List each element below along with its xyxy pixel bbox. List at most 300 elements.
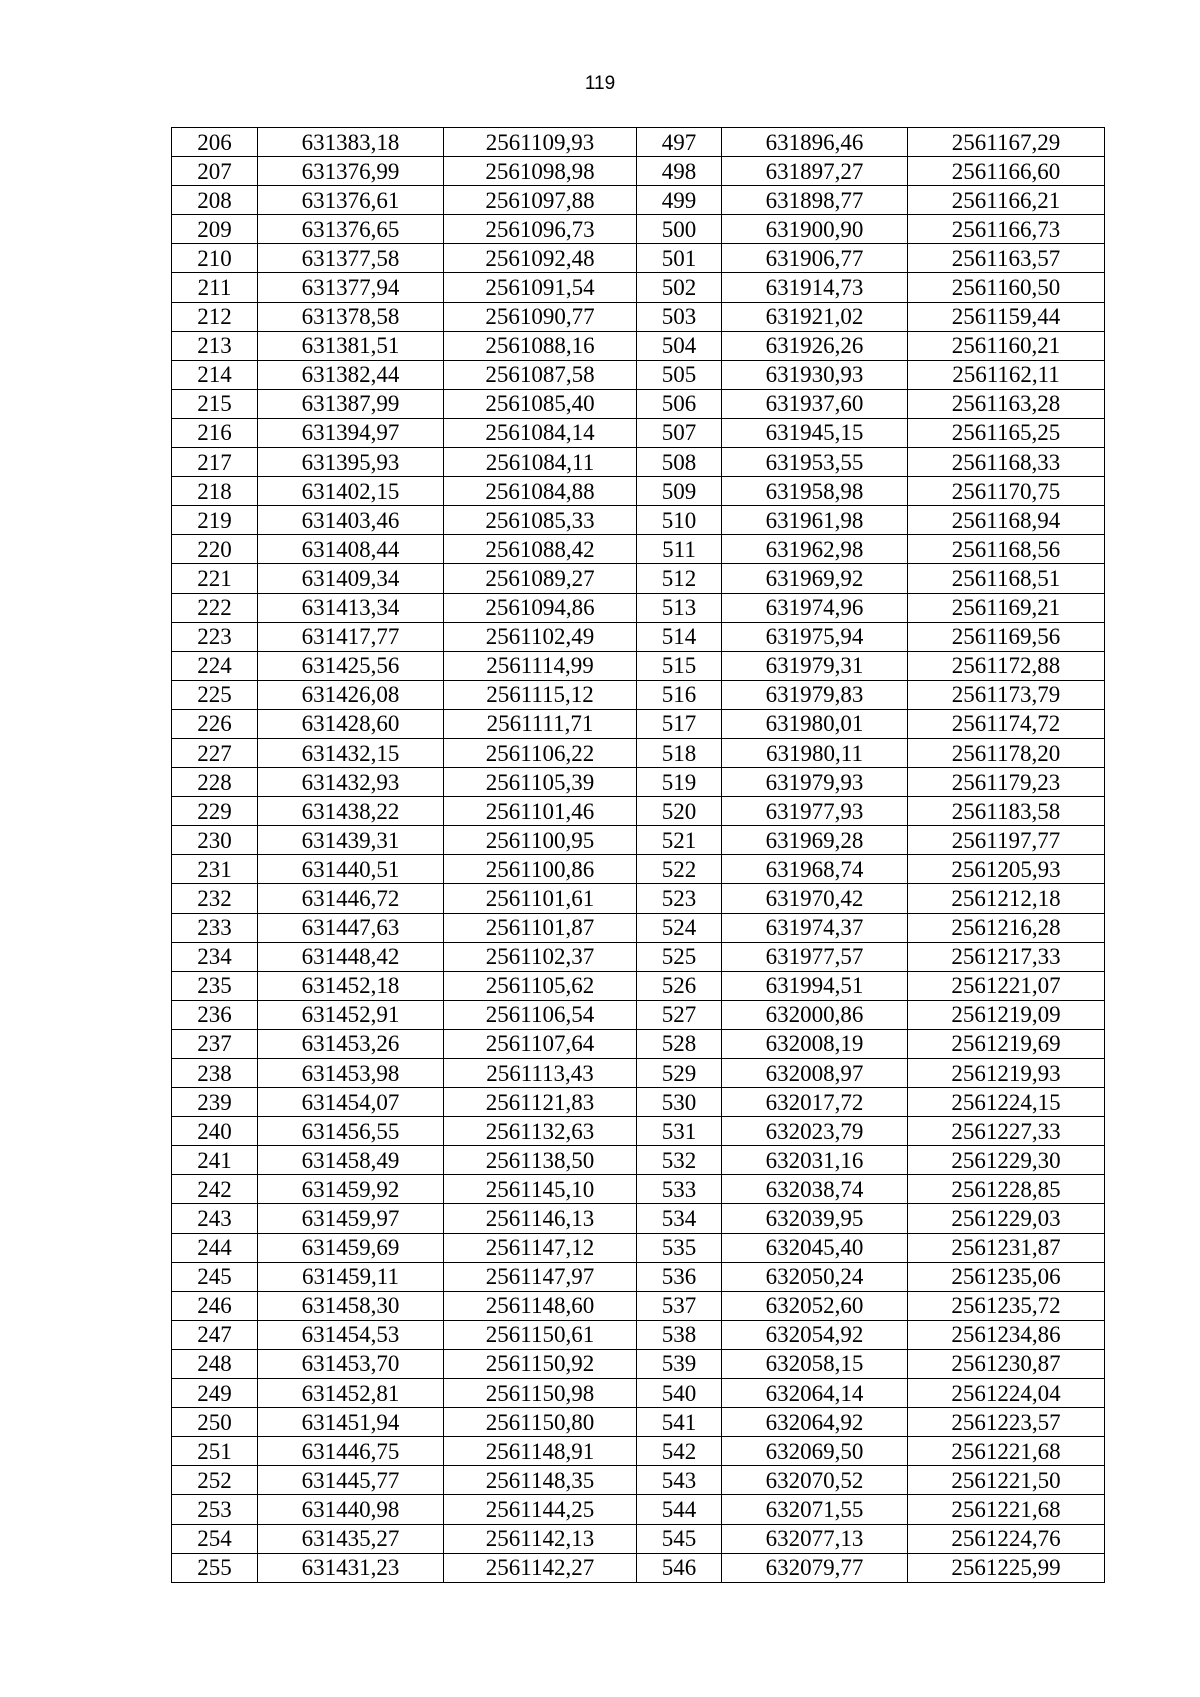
x-coordinate-left-cell: 631446,75 [258,1437,444,1466]
point-number-left-cell: 254 [172,1524,258,1553]
x-coordinate-left-cell: 631458,49 [258,1146,444,1175]
point-number-right-cell: 526 [637,971,722,1000]
x-coordinate-left-cell: 631417,77 [258,622,444,651]
point-number-right-cell: 497 [637,128,722,157]
point-number-left-cell: 247 [172,1320,258,1349]
x-coordinate-right-cell: 632071,55 [722,1495,908,1524]
x-coordinate-right-cell: 631970,42 [722,884,908,913]
x-coordinate-left-cell: 631383,18 [258,128,444,157]
point-number-right-cell: 546 [637,1553,722,1582]
y-coordinate-left-cell: 2561109,93 [444,128,637,157]
point-number-right-cell: 539 [637,1349,722,1378]
x-coordinate-left-cell: 631377,58 [258,244,444,273]
y-coordinate-left-cell: 2561098,98 [444,157,637,186]
point-number-left-cell: 228 [172,768,258,797]
y-coordinate-right-cell: 2561172,88 [908,651,1105,680]
point-number-left-cell: 249 [172,1379,258,1408]
x-coordinate-left-cell: 631382,44 [258,360,444,389]
point-number-right-cell: 499 [637,186,722,215]
point-number-right-cell: 518 [637,738,722,767]
y-coordinate-left-cell: 2561087,58 [444,360,637,389]
table-row [172,1524,1105,1553]
table-row [172,884,1105,913]
x-coordinate-right-cell: 631980,01 [722,709,908,738]
table-row [172,1146,1105,1175]
point-number-left-cell: 246 [172,1291,258,1320]
y-coordinate-right-cell: 2561169,21 [908,593,1105,622]
table-row [172,1117,1105,1146]
x-coordinate-left-cell: 631459,11 [258,1262,444,1291]
y-coordinate-right-cell: 2561235,72 [908,1291,1105,1320]
y-coordinate-left-cell: 2561101,61 [444,884,637,913]
point-number-left-cell: 227 [172,738,258,767]
x-coordinate-left-cell: 631454,53 [258,1320,444,1349]
table-row [172,157,1105,186]
x-coordinate-left-cell: 631425,56 [258,651,444,680]
point-number-left-cell: 209 [172,215,258,244]
y-coordinate-right-cell: 2561212,18 [908,884,1105,913]
point-number-left-cell: 223 [172,622,258,651]
point-number-right-cell: 512 [637,564,722,593]
y-coordinate-left-cell: 2561150,61 [444,1320,637,1349]
x-coordinate-left-cell: 631381,51 [258,331,444,360]
x-coordinate-right-cell: 631926,26 [722,331,908,360]
x-coordinate-right-cell: 631975,94 [722,622,908,651]
point-number-right-cell: 534 [637,1204,722,1233]
x-coordinate-left-cell: 631378,58 [258,302,444,331]
y-coordinate-left-cell: 2561148,91 [444,1437,637,1466]
x-coordinate-right-cell: 631979,31 [722,651,908,680]
y-coordinate-right-cell: 2561183,58 [908,797,1105,826]
point-number-left-cell: 210 [172,244,258,273]
point-number-left-cell: 215 [172,389,258,418]
x-coordinate-right-cell: 632052,60 [722,1291,908,1320]
y-coordinate-right-cell: 2561221,07 [908,971,1105,1000]
table-row [172,273,1105,302]
y-coordinate-right-cell: 2561230,87 [908,1349,1105,1378]
x-coordinate-left-cell: 631387,99 [258,389,444,418]
y-coordinate-right-cell: 2561197,77 [908,826,1105,855]
point-number-right-cell: 537 [637,1291,722,1320]
y-coordinate-left-cell: 2561142,13 [444,1524,637,1553]
table-row [172,535,1105,564]
point-number-left-cell: 226 [172,709,258,738]
y-coordinate-left-cell: 2561115,12 [444,680,637,709]
x-coordinate-left-cell: 631377,94 [258,273,444,302]
point-number-right-cell: 517 [637,709,722,738]
table-row [172,1349,1105,1378]
point-number-left-cell: 214 [172,360,258,389]
table-row [172,971,1105,1000]
table-row [172,1553,1105,1582]
table-row [172,1437,1105,1466]
y-coordinate-left-cell: 2561148,60 [444,1291,637,1320]
point-number-left-cell: 211 [172,273,258,302]
y-coordinate-left-cell: 2561102,49 [444,622,637,651]
x-coordinate-left-cell: 631448,42 [258,942,444,971]
y-coordinate-left-cell: 2561106,22 [444,738,637,767]
x-coordinate-right-cell: 632058,15 [722,1349,908,1378]
x-coordinate-right-cell: 631930,93 [722,360,908,389]
table-row [172,622,1105,651]
x-coordinate-right-cell: 632023,79 [722,1117,908,1146]
x-coordinate-left-cell: 631459,92 [258,1175,444,1204]
point-number-right-cell: 538 [637,1320,722,1349]
table-row [172,651,1105,680]
point-number-right-cell: 511 [637,535,722,564]
table-row [172,1379,1105,1408]
table-row [172,826,1105,855]
y-coordinate-left-cell: 2561106,54 [444,1000,637,1029]
point-number-left-cell: 232 [172,884,258,913]
x-coordinate-right-cell: 631914,73 [722,273,908,302]
table-row [172,680,1105,709]
x-coordinate-left-cell: 631413,34 [258,593,444,622]
x-coordinate-right-cell: 632064,14 [722,1379,908,1408]
point-number-left-cell: 255 [172,1553,258,1582]
x-coordinate-right-cell: 632017,72 [722,1088,908,1117]
point-number-right-cell: 528 [637,1029,722,1058]
table-row [172,186,1105,215]
point-number-left-cell: 242 [172,1175,258,1204]
x-coordinate-right-cell: 631921,02 [722,302,908,331]
y-coordinate-left-cell: 2561150,98 [444,1379,637,1408]
point-number-left-cell: 243 [172,1204,258,1233]
point-number-right-cell: 544 [637,1495,722,1524]
y-coordinate-right-cell: 2561179,23 [908,768,1105,797]
table-row [172,331,1105,360]
point-number-right-cell: 523 [637,884,722,913]
point-number-left-cell: 218 [172,477,258,506]
y-coordinate-right-cell: 2561166,60 [908,157,1105,186]
point-number-right-cell: 524 [637,913,722,942]
x-coordinate-right-cell: 631937,60 [722,389,908,418]
x-coordinate-right-cell: 632069,50 [722,1437,908,1466]
point-number-left-cell: 250 [172,1408,258,1437]
point-number-right-cell: 525 [637,942,722,971]
x-coordinate-right-cell: 631994,51 [722,971,908,1000]
x-coordinate-right-cell: 631969,92 [722,564,908,593]
y-coordinate-right-cell: 2561166,21 [908,186,1105,215]
point-number-right-cell: 533 [637,1175,722,1204]
x-coordinate-right-cell: 631897,27 [722,157,908,186]
x-coordinate-right-cell: 631979,93 [722,768,908,797]
y-coordinate-left-cell: 2561147,12 [444,1233,637,1262]
x-coordinate-left-cell: 631376,99 [258,157,444,186]
y-coordinate-left-cell: 2561105,39 [444,768,637,797]
y-coordinate-left-cell: 2561096,73 [444,215,637,244]
y-coordinate-left-cell: 2561084,14 [444,418,637,447]
point-number-left-cell: 217 [172,448,258,477]
point-number-right-cell: 530 [637,1088,722,1117]
point-number-right-cell: 498 [637,157,722,186]
point-number-left-cell: 220 [172,535,258,564]
x-coordinate-left-cell: 631451,94 [258,1408,444,1437]
point-number-right-cell: 507 [637,418,722,447]
x-coordinate-right-cell: 632079,77 [722,1553,908,1582]
x-coordinate-right-cell: 632045,40 [722,1233,908,1262]
point-number-right-cell: 545 [637,1524,722,1553]
point-number-right-cell: 532 [637,1146,722,1175]
x-coordinate-right-cell: 632008,97 [722,1059,908,1088]
y-coordinate-right-cell: 2561162,11 [908,360,1105,389]
x-coordinate-right-cell: 631969,28 [722,826,908,855]
x-coordinate-right-cell: 631896,46 [722,128,908,157]
table-row [172,1291,1105,1320]
x-coordinate-left-cell: 631453,98 [258,1059,444,1088]
y-coordinate-right-cell: 2561221,68 [908,1437,1105,1466]
y-coordinate-left-cell: 2561113,43 [444,1059,637,1088]
point-number-right-cell: 508 [637,448,722,477]
point-number-left-cell: 248 [172,1349,258,1378]
x-coordinate-left-cell: 631440,51 [258,855,444,884]
y-coordinate-left-cell: 2561085,40 [444,389,637,418]
table-row [172,477,1105,506]
x-coordinate-left-cell: 631453,70 [258,1349,444,1378]
y-coordinate-left-cell: 2561084,88 [444,477,637,506]
y-coordinate-left-cell: 2561107,64 [444,1029,637,1058]
point-number-left-cell: 225 [172,680,258,709]
y-coordinate-right-cell: 2561225,99 [908,1553,1105,1582]
y-coordinate-left-cell: 2561084,11 [444,448,637,477]
table-row [172,448,1105,477]
x-coordinate-left-cell: 631409,34 [258,564,444,593]
y-coordinate-right-cell: 2561160,21 [908,331,1105,360]
y-coordinate-right-cell: 2561219,69 [908,1029,1105,1058]
y-coordinate-right-cell: 2561168,56 [908,535,1105,564]
x-coordinate-left-cell: 631459,69 [258,1233,444,1262]
y-coordinate-left-cell: 2561100,95 [444,826,637,855]
y-coordinate-right-cell: 2561231,87 [908,1233,1105,1262]
table-row [172,1204,1105,1233]
y-coordinate-left-cell: 2561088,16 [444,331,637,360]
point-number-left-cell: 240 [172,1117,258,1146]
x-coordinate-left-cell: 631408,44 [258,535,444,564]
point-number-right-cell: 543 [637,1466,722,1495]
x-coordinate-left-cell: 631426,08 [258,680,444,709]
table-row [172,1175,1105,1204]
y-coordinate-right-cell: 2561229,30 [908,1146,1105,1175]
table-row [172,564,1105,593]
point-number-left-cell: 236 [172,1000,258,1029]
table-row [172,1320,1105,1349]
x-coordinate-right-cell: 632000,86 [722,1000,908,1029]
y-coordinate-left-cell: 2561090,77 [444,302,637,331]
point-number-right-cell: 527 [637,1000,722,1029]
point-number-right-cell: 541 [637,1408,722,1437]
point-number-right-cell: 521 [637,826,722,855]
y-coordinate-left-cell: 2561114,99 [444,651,637,680]
y-coordinate-right-cell: 2561224,15 [908,1088,1105,1117]
point-number-left-cell: 230 [172,826,258,855]
point-number-left-cell: 233 [172,913,258,942]
table-row [172,709,1105,738]
point-number-left-cell: 221 [172,564,258,593]
point-number-left-cell: 207 [172,157,258,186]
y-coordinate-right-cell: 2561163,28 [908,389,1105,418]
y-coordinate-right-cell: 2561219,09 [908,1000,1105,1029]
y-coordinate-left-cell: 2561148,35 [444,1466,637,1495]
x-coordinate-right-cell: 631900,90 [722,215,908,244]
coordinates-table-body [172,128,1105,1583]
x-coordinate-right-cell: 632050,24 [722,1262,908,1291]
x-coordinate-left-cell: 631428,60 [258,709,444,738]
y-coordinate-right-cell: 2561205,93 [908,855,1105,884]
y-coordinate-right-cell: 2561168,51 [908,564,1105,593]
x-coordinate-right-cell: 632031,16 [722,1146,908,1175]
point-number-left-cell: 238 [172,1059,258,1088]
x-coordinate-left-cell: 631394,97 [258,418,444,447]
x-coordinate-right-cell: 632039,95 [722,1204,908,1233]
y-coordinate-left-cell: 2561150,92 [444,1349,637,1378]
table-row [172,1059,1105,1088]
point-number-right-cell: 540 [637,1379,722,1408]
point-number-right-cell: 503 [637,302,722,331]
y-coordinate-left-cell: 2561085,33 [444,506,637,535]
x-coordinate-left-cell: 631439,31 [258,826,444,855]
x-coordinate-left-cell: 631376,65 [258,215,444,244]
y-coordinate-right-cell: 2561224,76 [908,1524,1105,1553]
point-number-right-cell: 501 [637,244,722,273]
y-coordinate-left-cell: 2561105,62 [444,971,637,1000]
x-coordinate-left-cell: 631432,93 [258,768,444,797]
point-number-left-cell: 224 [172,651,258,680]
x-coordinate-left-cell: 631438,22 [258,797,444,826]
table-row [172,389,1105,418]
x-coordinate-right-cell: 631977,57 [722,942,908,971]
x-coordinate-right-cell: 632070,52 [722,1466,908,1495]
table-row [172,128,1105,157]
x-coordinate-right-cell: 631898,77 [722,186,908,215]
point-number-left-cell: 251 [172,1437,258,1466]
x-coordinate-left-cell: 631432,15 [258,738,444,767]
point-number-right-cell: 520 [637,797,722,826]
point-number-right-cell: 509 [637,477,722,506]
x-coordinate-right-cell: 631980,11 [722,738,908,767]
y-coordinate-left-cell: 2561101,46 [444,797,637,826]
y-coordinate-left-cell: 2561102,37 [444,942,637,971]
y-coordinate-right-cell: 2561173,79 [908,680,1105,709]
table-row [172,1000,1105,1029]
y-coordinate-left-cell: 2561146,13 [444,1204,637,1233]
point-number-right-cell: 536 [637,1262,722,1291]
x-coordinate-right-cell: 631906,77 [722,244,908,273]
table-row [172,1088,1105,1117]
y-coordinate-left-cell: 2561088,42 [444,535,637,564]
point-number-right-cell: 531 [637,1117,722,1146]
table-row [172,360,1105,389]
point-number-right-cell: 505 [637,360,722,389]
table-row [172,302,1105,331]
x-coordinate-right-cell: 631961,98 [722,506,908,535]
y-coordinate-right-cell: 2561163,57 [908,244,1105,273]
point-number-left-cell: 252 [172,1466,258,1495]
y-coordinate-left-cell: 2561089,27 [444,564,637,593]
point-number-right-cell: 542 [637,1437,722,1466]
x-coordinate-right-cell: 632064,92 [722,1408,908,1437]
y-coordinate-right-cell: 2561217,33 [908,942,1105,971]
y-coordinate-right-cell: 2561229,03 [908,1204,1105,1233]
x-coordinate-left-cell: 631447,63 [258,913,444,942]
y-coordinate-right-cell: 2561178,20 [908,738,1105,767]
y-coordinate-left-cell: 2561097,88 [444,186,637,215]
x-coordinate-left-cell: 631402,15 [258,477,444,506]
point-number-left-cell: 213 [172,331,258,360]
point-number-right-cell: 515 [637,651,722,680]
y-coordinate-left-cell: 2561094,86 [444,593,637,622]
x-coordinate-right-cell: 632008,19 [722,1029,908,1058]
y-coordinate-left-cell: 2561138,50 [444,1146,637,1175]
point-number-left-cell: 212 [172,302,258,331]
y-coordinate-right-cell: 2561224,04 [908,1379,1105,1408]
point-number-left-cell: 229 [172,797,258,826]
y-coordinate-left-cell: 2561144,25 [444,1495,637,1524]
y-coordinate-left-cell: 2561092,48 [444,244,637,273]
point-number-left-cell: 231 [172,855,258,884]
x-coordinate-left-cell: 631403,46 [258,506,444,535]
table-row [172,855,1105,884]
y-coordinate-right-cell: 2561165,25 [908,418,1105,447]
table-row [172,797,1105,826]
y-coordinate-left-cell: 2561142,27 [444,1553,637,1582]
y-coordinate-right-cell: 2561216,28 [908,913,1105,942]
point-number-left-cell: 208 [172,186,258,215]
table-row [172,738,1105,767]
y-coordinate-left-cell: 2561132,63 [444,1117,637,1146]
x-coordinate-right-cell: 631974,37 [722,913,908,942]
table-row [172,942,1105,971]
y-coordinate-right-cell: 2561221,68 [908,1495,1105,1524]
x-coordinate-right-cell: 632038,74 [722,1175,908,1204]
table-row [172,593,1105,622]
y-coordinate-right-cell: 2561219,93 [908,1059,1105,1088]
table-row [172,215,1105,244]
table-row [172,1233,1105,1262]
x-coordinate-right-cell: 631974,96 [722,593,908,622]
point-number-right-cell: 506 [637,389,722,418]
table-row [172,418,1105,447]
y-coordinate-right-cell: 2561159,44 [908,302,1105,331]
point-number-right-cell: 502 [637,273,722,302]
x-coordinate-left-cell: 631452,81 [258,1379,444,1408]
x-coordinate-left-cell: 631440,98 [258,1495,444,1524]
y-coordinate-right-cell: 2561167,29 [908,128,1105,157]
y-coordinate-left-cell: 2561111,71 [444,709,637,738]
table-row [172,768,1105,797]
x-coordinate-left-cell: 631445,77 [258,1466,444,1495]
x-coordinate-left-cell: 631459,97 [258,1204,444,1233]
point-number-right-cell: 535 [637,1233,722,1262]
point-number-right-cell: 514 [637,622,722,651]
y-coordinate-right-cell: 2561168,33 [908,448,1105,477]
table-row [172,1466,1105,1495]
y-coordinate-left-cell: 2561121,83 [444,1088,637,1117]
x-coordinate-left-cell: 631454,07 [258,1088,444,1117]
point-number-right-cell: 510 [637,506,722,535]
y-coordinate-right-cell: 2561170,75 [908,477,1105,506]
x-coordinate-right-cell: 631945,15 [722,418,908,447]
point-number-left-cell: 222 [172,593,258,622]
y-coordinate-left-cell: 2561091,54 [444,273,637,302]
x-coordinate-left-cell: 631435,27 [258,1524,444,1553]
point-number-right-cell: 500 [637,215,722,244]
y-coordinate-right-cell: 2561228,85 [908,1175,1105,1204]
point-number-left-cell: 239 [172,1088,258,1117]
x-coordinate-left-cell: 631452,18 [258,971,444,1000]
y-coordinate-right-cell: 2561174,72 [908,709,1105,738]
table-row [172,1262,1105,1291]
x-coordinate-right-cell: 631979,83 [722,680,908,709]
